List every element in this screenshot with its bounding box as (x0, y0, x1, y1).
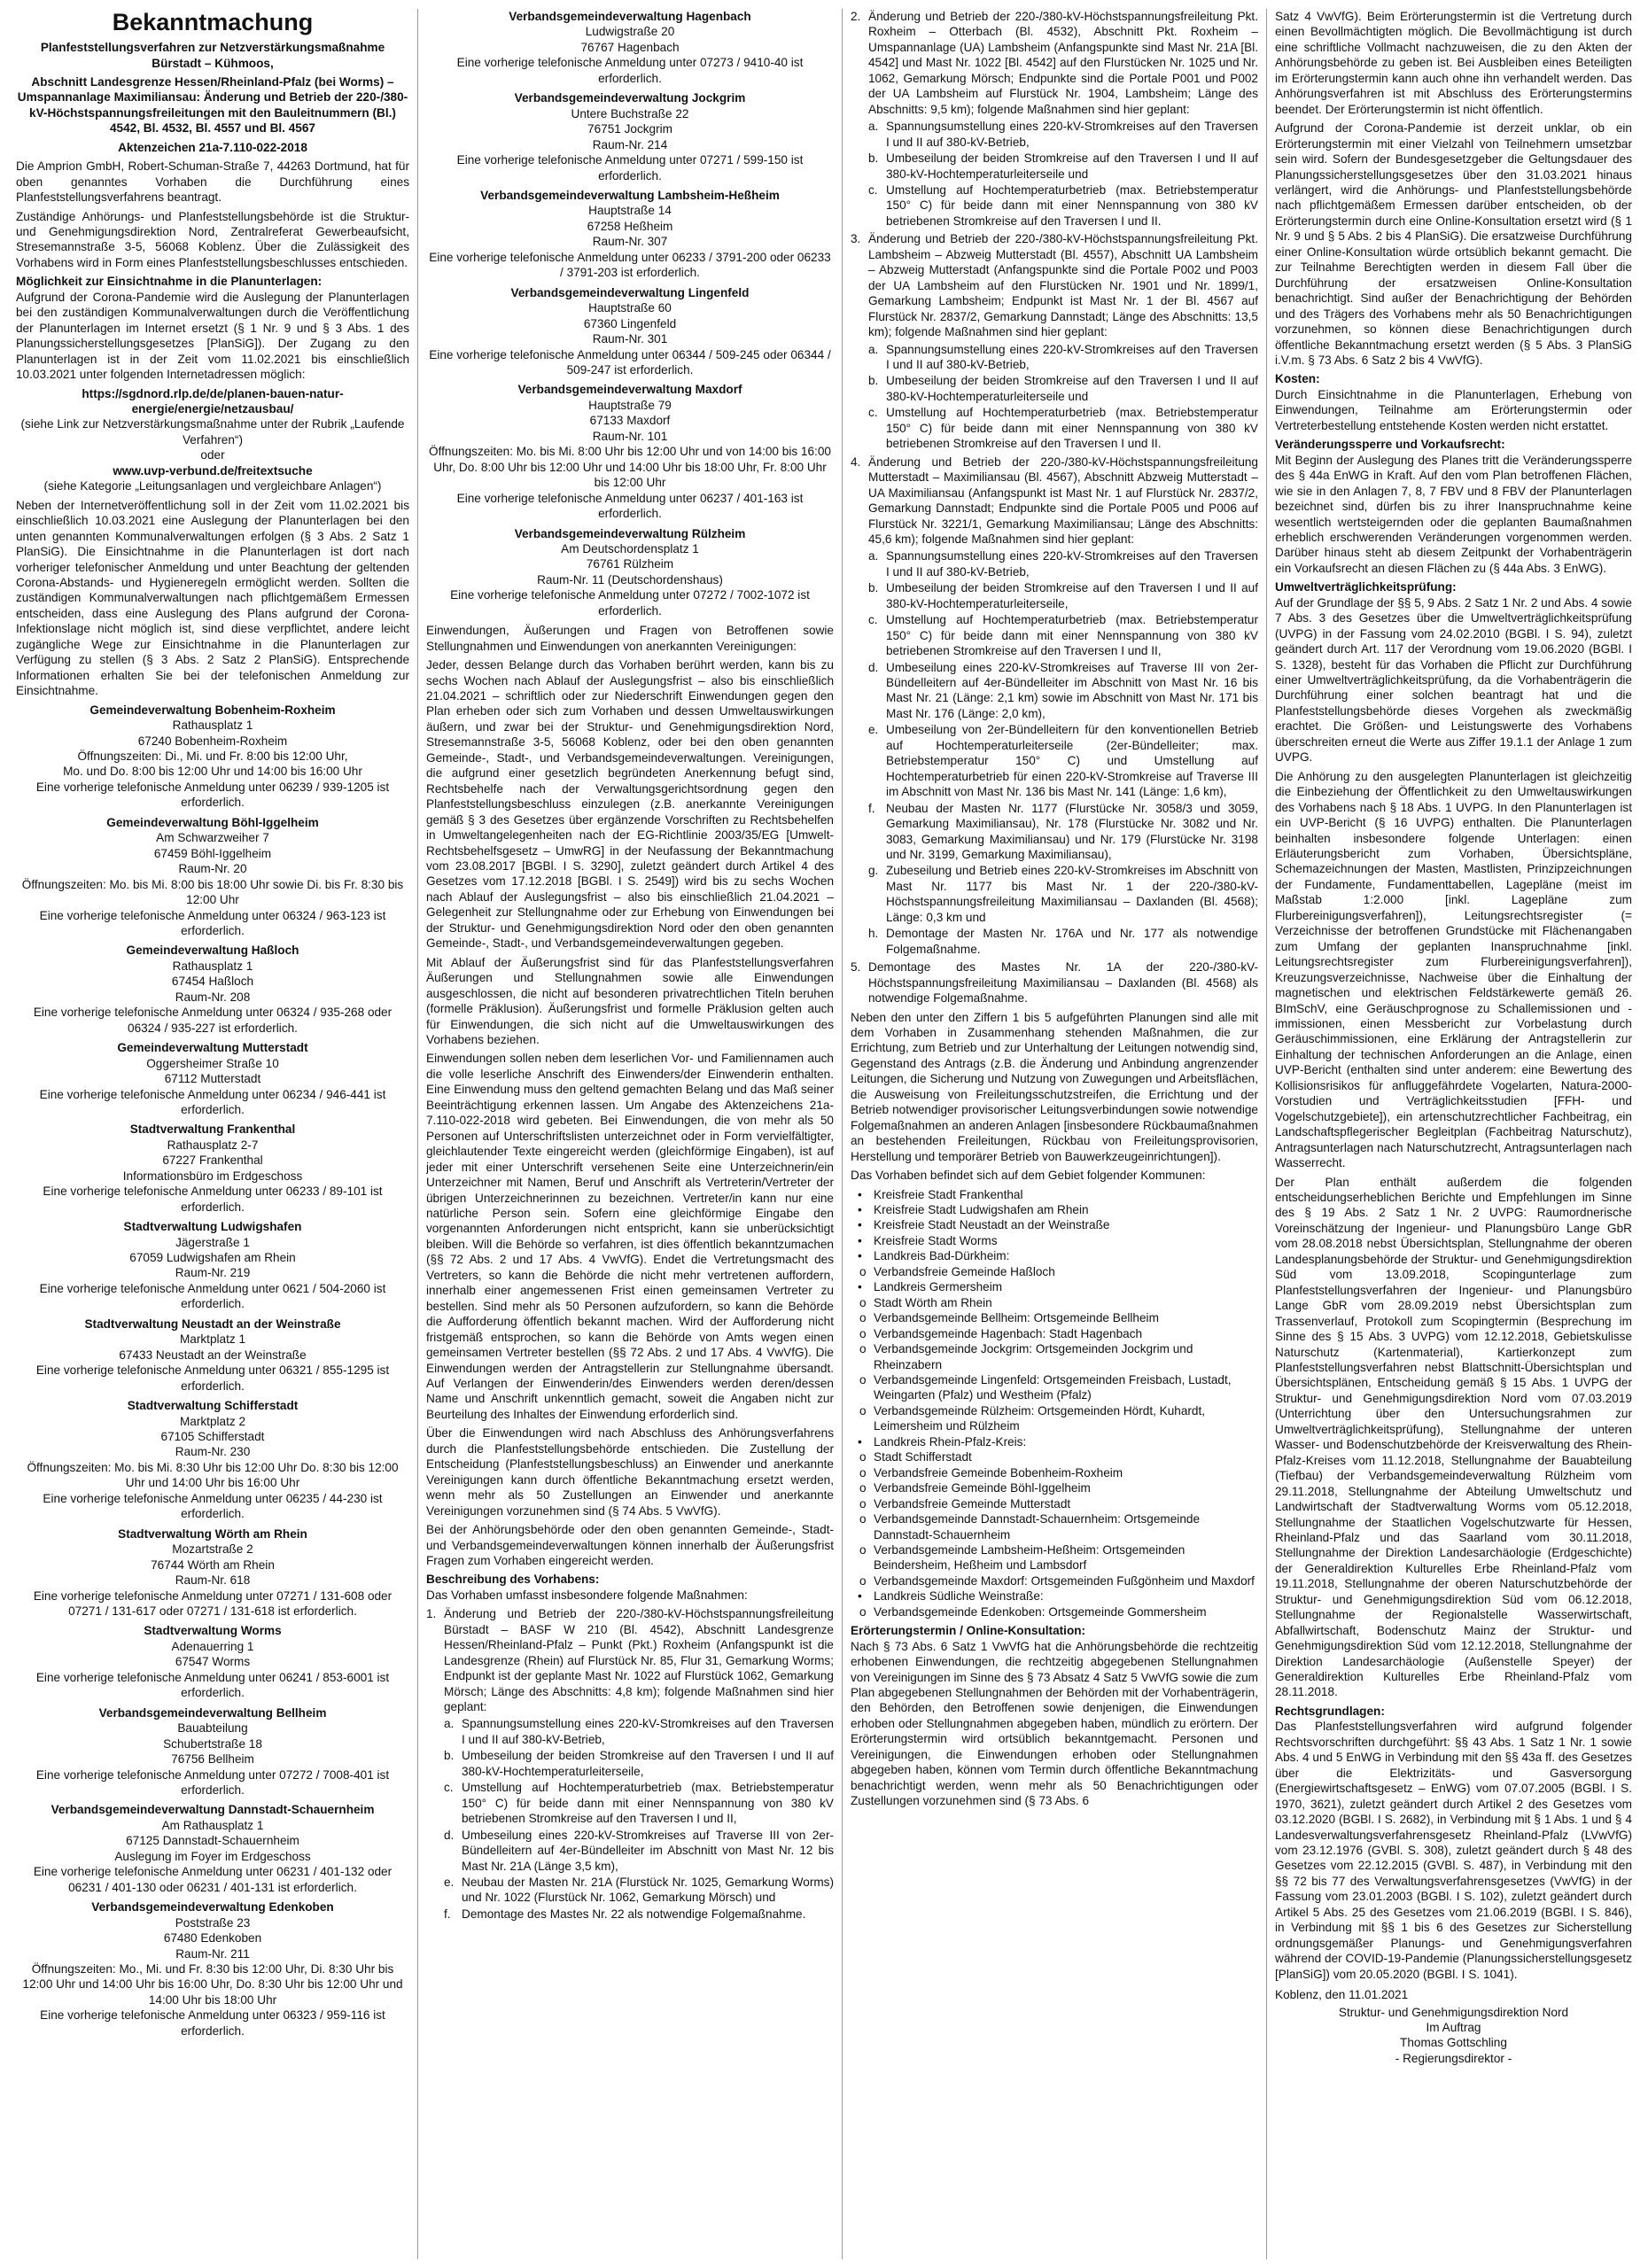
bullet-icon: • (858, 1589, 862, 1604)
office-name: Verbandsgemeindeverwaltung Lambsheim-Heßheim (480, 188, 780, 202)
office-name: Stadtverwaltung Wörth am Rhein (118, 1526, 307, 1541)
office-line: 67125 Dannstadt-Schauernheim (126, 1834, 299, 1848)
office-line: Schubertstraße 18 (163, 1736, 262, 1751)
commune-text: Verbandsfreie Gemeinde Mutterstadt (874, 1496, 1071, 1511)
office-phone: Eine vorherige telefonische Anmeldung unter 07272 / 7002-1072 ist erforderlich. (450, 588, 810, 617)
sub-measure: f. Demontage des Mastes Nr. 22 als notwendige Folgemaßnahme. (444, 1907, 806, 1921)
signature-rank: - Regierungsdirektor - (1395, 2051, 1512, 2065)
office-phone: Eine vorherige telefonische Anmeldung unter 06231 / 401-132 oder 06231 / 401-130 oder 06231 / 401-131 ist erforderlich. (33, 1865, 393, 1894)
bullet-icon: • (858, 1280, 862, 1294)
sub-measure: b. Umbeseilung der beiden Stromkreise auf den Traversen I und II auf 380-kV-Hochtemperaturleiterseile, (444, 1749, 834, 1778)
file-number: Aktenzeichen 21a-7.110-022-2018 (118, 140, 307, 154)
office-line: Adenauerring 1 (171, 1639, 254, 1653)
office-line: Bauabteilung (177, 1721, 248, 1736)
office-line: 67433 Neustadt an der Weinstraße (119, 1348, 307, 1362)
sub-measure-text: Umbeseilung der beiden Stromkreise auf den Traversen I und II auf 380-kV-Hochtemperaturleiterseile, (462, 1749, 834, 1778)
office-block (16, 1398, 409, 1522)
office-name: Verbandsgemeindeverwaltung Dannstadt-Schauernheim (51, 1803, 375, 1817)
office-name: Verbandsgemeindeverwaltung Rülzheim (514, 526, 746, 540)
office-block (426, 188, 834, 281)
sub-measure-text: Umbeseilung der beiden Stromkreise auf den Traversen I und II auf 380-kV-Hochtemperaturleiterseile, (886, 581, 1258, 610)
sub-measure-text: Umbeseilung eines 220-kV-Stromkreises auf Traverse III von 2er-Bündelleitern auf 4er-Bündelleiter im Abschnitt von Mast Nr. 16 bis Mast Nr. 21 (Länge: 2,1 km) sowie im Abschnitt von Mast Nr. 171 bis Mast Nr. 176 (Länge: 2,0 km), (886, 660, 1258, 720)
office-block (16, 1219, 409, 1312)
url-link-2[interactable]: www.uvp-verbund.de/freitextsuche (113, 463, 313, 478)
measure-text: Änderung und Betrieb der 220-/380-kV-Höchstspannungsfreileitung Bürstadt – BASF W 210 (Bl. 4542), Abschnitt Landesgrenze Hessen/Rheinland-Pfalz – Punkt (Pkt.) Roxheim (Anfangspunkt ist die Landesgrenze (Rhein) auf Flurstück Nr. 85, Flur 31, Gemarkung Worms; Endpunkt ist der geplante Mast Nr. 1022 auf Flurstück 1062, Gemarkung Mörsch; Länge des Abschnitts: 4,8 km); folgende Maßnahmen sind hier geplant: (444, 1607, 834, 1714)
office-line: 67480 Edenkoben (163, 1931, 262, 1946)
office-name: Stadtverwaltung Ludwigshafen (123, 1220, 302, 1234)
commune-text: Kreisfreie Stadt Ludwigshafen am Rhein (874, 1202, 1089, 1216)
office-line: Auslegung im Foyer im Erdgeschoss (114, 1849, 311, 1863)
circle-bullet-icon: o (859, 1512, 867, 1526)
costs-paragraph: Durch Einsichtnahme in die Planunterlagen, Erhebung von Einwendungen, Teilnahme am Erörterungstermin oder Vertreterbestellung entstehende Kosten werden nicht erstattet. (1275, 387, 1632, 432)
office-line: Öffnungszeiten: Mo. bis Mi. 8:00 bis 18:00 Uhr sowie Di. bis Fr. 8:30 bis 12:00 Uhr (21, 877, 404, 907)
circle-bullet-icon: o (859, 1264, 867, 1278)
office-name: Stadtverwaltung Frankenthal (129, 1122, 296, 1137)
sub-measure: d. Umbeseilung eines 220-kV-Stromkreises auf Traverse III von 2er-Bündelleitern auf 4er-Bündelleiter im Abschnitt von Mast Nr. 12 bis Mast Nr. 21A (Länge 3,5 km), (444, 1828, 834, 1873)
office-line: Raum-Nr. 20 (178, 862, 247, 876)
authority-paragraph: Zuständige Anhörungs- und Planfeststellungsbehörde ist die Struktur- und Genehmigungsdirektion Nord, Zentralreferat Gewerbeaufsicht, Stresemannstraße 3-5, 56068 Koblenz. Über die Zulässigkeit des Vorhabens wird in Form eines Planfeststellungsbeschlusses entschieden. (16, 209, 409, 269)
announcement-page (16, 9, 1632, 2259)
project-title: Abschnitt Landesgrenze Hessen/Rheinland-Pfalz (bei Worms) – Umspannanlage Maximiliansau: Änderung und Betrieb der 220-/380-kV-Höchstspannungsfreileitungen mit den Bauleitnummern (Bl.) 4542, Bl. 4532, Bl. 4557 und Bl. 4567 (17, 74, 408, 136)
corona-paragraph: Aufgrund der Corona-Pandemie ist derzeit unklar, ob ein Erörterungstermin mit einer Vielzahl von Teilnehmern umsetzbar sein wird. Sofern der Bundesgesetzgeber die Geltungsdauer des Planungssicherstellungsgesetzes über den 31.03.2021 hinaus verlängert, wird die Anhörungs- und Planfeststellungsbehörde nach pflichtgemäßem Ermessen darüber entscheiden, ob der Erörterungstermin durch eine Online-Konsultation ersetzt wird (§ 1 Nr. 9 und § 5 Abs. 2 bis 4 PlanSiG). Die ersatzweise Durchführung einer Online-Konsultation würde ortsüblich bekannt gemacht. Die zur Teilnahme Berechtigten werden in diesem Fall über die Durchführung der ersatzweisen Online-Konsultation benachrichtigt. Sind außer der Benachrichtigung der Behörden und des Trägers des Vorhabens mehr als 50 Benachrichtigungen vorzunehmen, so können diese Benachrichtigungen durch öffentliche Bekanntmachung ersetzt werden (§ 5 Abs. 3 PlanSiG i.V.m. § 73 Abs. 6 Satz 2 bis 4 VwVfG). (1275, 121, 1632, 367)
office-line: Am Schwarzweiher 7 (156, 831, 269, 845)
office-block (16, 1122, 409, 1215)
page-title: Bekanntmachung (112, 9, 314, 35)
or-word: oder (200, 448, 225, 462)
office-name: Gemeindeverwaltung Mutterstadt (117, 1041, 308, 1055)
commune-sub-item (851, 1326, 1258, 1341)
sub-measure-text: Zubeseilung und Betrieb eines 220-kV-Stromkreises im Abschnitt von Mast Nr. 1177 bis Mast Nr. 1 der 220-/380-kV-Höchstspannungsfreileitung Maximiliansau – Daxlanden (Bl. 4568); Länge: 0,3 km und (886, 864, 1258, 924)
office-phone: Eine vorherige telefonische Anmeldung unter 06344 / 509-245 oder 06344 / 509-247 ist erforderlich. (429, 347, 831, 377)
office-name: Verbandsgemeindeverwaltung Bellheim (98, 1705, 327, 1720)
office-phone: Eine vorherige telefonische Anmeldung unter 06324 / 935-268 oder 06324 / 935-227 ist erforderlich. (33, 1006, 393, 1035)
hearing-paragraph-continued: Satz 4 VwVfG). Beim Erörterungstermin ist die Vertretung durch einen Bevollmächtigten möglich. Die Bevollmächtigung ist durch eine schriftliche Vollmacht nachzuweisen, die zu den Akten der Anhörungsbehörde zu geben ist. Bei Ausbleiben eines Beteiligten im Erörterungstermin kann auch ohne ihn verhandelt werden. Das Anhörungsverfahren ist mit Abschluss des Erörterungstermins beendet. Der Erörterungstermin ist nicht öffentlich. (1275, 10, 1632, 116)
office-phone: Eine vorherige telefonische Anmeldung unter 06324 / 963-123 ist erforderlich. (39, 908, 386, 937)
commune-sub-item (851, 1573, 1258, 1588)
sub-measure: e. Umbeseilung von 2er-Bündelleitern für den konventionellen Betrieb auf Hochtemperaturleiterseile (2er-Bündelleiter; max. Betriebstemperatur 150° C) und Umstellung auf Hochtemperaturbetrieb für einen 220-kV-Stromkreise auf Traverse III im Abschnitt von Mast Nr. 136 bis Mast Nr. 141 (Länge: 1,6 km), (868, 723, 1258, 799)
office-line: Marktplatz 2 (179, 1414, 246, 1428)
commune-item (851, 1434, 1258, 1449)
bullet-icon: • (858, 1434, 862, 1449)
circle-bullet-icon: o (859, 1403, 867, 1418)
office-line: 67105 Schifferstadt (160, 1430, 265, 1444)
circle-bullet-icon: o (859, 1342, 867, 1356)
office-block (16, 703, 409, 811)
signature-authority: Struktur- und Genehmigungsdirektion Nord (1338, 2005, 1569, 2019)
office-block (16, 1623, 409, 1700)
commune-text: Verbandsgemeinde Edenkoben: Ortsgemeinde Gommersheim (874, 1604, 1207, 1619)
office-block (16, 815, 409, 939)
communes-list (851, 1187, 1258, 1620)
sub-measure: h. Demontage der Masten Nr. 176A und Nr. 177 als notwendige Folgemaßnahme. (868, 927, 1258, 956)
office-line: Am Rathausplatz 1 (161, 1818, 264, 1832)
signature-date: Koblenz, den 11.01.2021 (1275, 1988, 1409, 2002)
commune-text: Verbandsgemeinde Rülzheim: Ortsgemeinden Hördt, Kuhardt, Leimersheim und Rülzheim (874, 1403, 1206, 1433)
description-intro: Das Vorhaben umfasst insbesondere folgende Maßnahmen: (426, 1588, 748, 1602)
commune-item (851, 1217, 1258, 1232)
office-line: Raum-Nr. 618 (175, 1573, 251, 1588)
commune-text: Verbandsfreie Gemeinde Bobenheim-Roxheim (874, 1465, 1123, 1480)
commune-sub-item (851, 1542, 1258, 1573)
circle-bullet-icon: o (859, 1326, 867, 1340)
office-line: Öffnungszeiten: Mo. bis Mi. 8:00 Uhr bis 12:00 Uhr und von 14:00 bis 16:00 Uhr, Do. 8:00 Uhr bis 12:00 Uhr und 14:00 Uhr bis 18:00 Uhr, Fr. 8:00 Uhr bis 12:00 Uhr (429, 445, 831, 490)
commune-sub-item (851, 1511, 1258, 1542)
commune-text: Stadt Schifferstadt (874, 1450, 972, 1464)
circle-bullet-icon: o (859, 1604, 867, 1619)
commune-text: Verbandsfreie Gemeinde Böhl-Iggelheim (874, 1481, 1091, 1495)
costs-heading: Kosten: (1275, 372, 1320, 386)
objection-intro: Einwendungen, Äußerungen und Fragen von Betroffenen sowie Stellungnahmen und Einwendungen von anerkannten Vereinigungen: (426, 624, 834, 653)
commune-sub-item (851, 1295, 1258, 1310)
commune-text: Kreisfreie Stadt Neustadt an der Weinstraße (874, 1218, 1110, 1232)
sub-measure-text: Spannungsumstellung eines 220-kV-Stromkreises auf den Traversen I und II auf 380-kV-Betrieb, (886, 549, 1258, 579)
questions-paragraph: Bei der Anhörungsbehörde oder den oben genannten Gemeinde-, Stadt- und Verbandsgemeindeverwaltungen können innerhalb der Äußerungsfrist Fragen zum Vorhaben eingereicht werden. (426, 1523, 834, 1567)
sub-measure: a. Spannungsumstellung eines 220-kV-Stromkreises auf den Traversen I und II auf 380-kV-Betrieb, (868, 549, 1258, 579)
sub-measure-text: Spannungsumstellung eines 220-kV-Stromkreises auf den Traversen I und II auf 380-kV-Betrieb, (886, 120, 1258, 149)
commune-sub-item (851, 1403, 1258, 1434)
sub-measure: d. Umbeseilung eines 220-kV-Stromkreises auf Traverse III von 2er-Bündelleitern auf 4er-Bündelleiter im Abschnitt von Mast Nr. 16 bis Mast Nr. 21 (Länge: 2,1 km) sowie im Abschnitt von Mast Nr. 171 bis Mast Nr. 176 (Länge: 2,0 km), (868, 660, 1258, 720)
commune-text: Landkreis Germersheim (874, 1280, 1003, 1294)
office-name: Verbandsgemeindeverwaltung Hagenbach (509, 10, 751, 23)
sub-measure: c. Umstellung auf Hochtemperaturbetrieb (max. Betriebstemperatur 150° C) für beide dann mit einer Nennspannung von 380 kV betriebenen Stromkreise auf den Traversen I und II, (868, 613, 1258, 658)
sub-measure-text: Umstellung auf Hochtemperaturbetrieb (max. Betriebstemperatur 150° C) für beide dann mit einer Nennspannung von 380 kV betriebenen Stromkreise auf den Traversen I und II, (886, 613, 1258, 658)
bullet-icon: • (858, 1218, 862, 1232)
communes-intro: Das Vorhaben befindet sich auf dem Gebiet folgender Kommunen: (851, 1169, 1206, 1183)
sub-measure-text: Umstellung auf Hochtemperaturbetrieb (max. Betriebstemperatur 150° C) für beide dann mit einer Nennspannung von 380 kV betriebenen Stromkreise auf den Traversen I und II. (886, 406, 1258, 451)
url-note-1: (siehe Link zur Netzverstärkungsmaßnahme unter der Rubrik „Laufende Verfahren“) (20, 417, 405, 447)
commune-sub-item (851, 1480, 1258, 1495)
office-line: Hauptstraße 60 (588, 301, 672, 315)
objection-form-paragraph: Einwendungen sollen neben dem leserlichen Vor- und Familiennamen auch die volle leserliche Anschrift des Einwenders/der Einwenderin enthalten. Eine Einwendung muss den geltend gemachten Belang und das Maß seiner Beeinträchtigung erkennen lassen. Um Angabe des Aktenzeichens 21a-7.110-022-2018 wird gebeten. Bei Einwendungen, die von mehr als 50 Personen auf Unterschriftslisten unterzeichnet oder in Form vervielfältigter, gleichlautender Texte eingereicht werden (gleichförmige Eingaben), ist auf jeder mit einer Unterschrift versehenen Seite eine Unterzeichnerin/ein Unterzeichner mit Namen, Beruf und Anschrift als Vertreterin/Vertreter der übrigen Unterzeichnerinnen zu bezeichnen. Vertreter/in kann nur eine natürliche Person sein. Sofern eine gleichförmige Eingabe den vorgenannten Anforderungen nicht entspricht, kann sie unberücksichtigt bleiben. Will die Behörde so verfahren, ist dies öffentlich bekanntzumachen (§§ 72 Abs. 2 und 17 Abs. 4 VwVfG). Endet die Vertretungsmacht des Vertreters, so kann die Behörde die nicht mehr vertretenen auffordern, innerhalb einer angemessenen Frist einen gemeinsamen Vertreter zu bestellen. Sind mehr als 50 Personen aufzufordern, so kann die Behörde die Aufforderung öffentlich bekannt machen. Wird der Aufforderung nicht fristgemäß entsprochen, so kann die Behörde von Amts wegen einen gemeinsamen Vertreter bestellen (§§ 72 Abs. 2 und 17 Abs. 4 VwVfG). Die Einwendungen werden der Antragstellerin zur Stellungnahme übersandt. Auf Verlangen der Einwenderin/des Einwenders werden deren/dessen Name und Anschrift unkenntlich gemacht, soweit die Angaben nicht zur Beurteilung des Inhaltes der Einwendung erforderlich sind. (426, 1052, 834, 1421)
measures-list-continued (851, 9, 1258, 1006)
office-line: 67059 Ludwigshafen am Rhein (129, 1251, 296, 1265)
objection-paragraph: Jeder, dessen Belange durch das Vorhaben berührt werden, kann bis zu sechs Wochen nach Ablauf der Auslegungsfrist – also bis einschließlich 21.04.2021 – schriftlich oder zur Niederschrift Einwendungen gegen den Plan erheben oder sich zum Vorhaben und dessen Umweltauswirkungen äußern, und zwar bei der Struktur- und Genehmigungsdirektion Nord, Stresemannstraße 3-5, 56068 Koblenz, oder bei den oben genannten Gemeinde-, Stadt-, und Verbandsgemeindeverwaltungen. Vereinigungen, die aufgrund einer gesetzlich begründeten Anerkennung befugt sind, Rechtsbehelfe nach der Verwaltungsgerichtsordnung gegen den Planfeststellungsbeschluss einzulegen (z.B. anerkannte Vereinigungen gemäß § 3 des Gesetzes über ergänzende Vorschriften zu Rechtsbehelfen in Umweltangelegenheiten nach der EG-Richtlinie 2003/35/EG [Umwelt-Rechtsbehelfsgesetz – UmwRG] in der Neufassung der Bekanntmachung vom 23.08.2017 [BGBl. I S. 3290], zuletzt geändert durch Artikel 4 des Gesetzes vom 17.12.2018 [BGBl. I S. 2549]) wird bis zu sechs Wochen nach Ablauf der Auslegungsfrist – also bis einschließlich 21.04.2021 – Gelegenheit zur Stellungnahme oder zur Erhebung von Einwendungen bei der Struktur- und Genehmigungsdirektion Nord oder den oben genannten Gemeinde-, Stadt-, und Verbandsgemeindeverwaltungen gegeben. (426, 658, 834, 951)
office-line: Untere Buchstraße 22 (571, 106, 689, 120)
office-line: Oggersheimer Straße 10 (146, 1056, 279, 1070)
decision-paragraph: Über die Einwendungen wird nach Abschluss des Anhörungsverfahrens durch die Planfeststellungsbehörde entschieden. Die Zustellung der Entscheidung (Planfeststellungsbeschluss) an Einwender und anerkannte Vereinigungen kann durch öffentliche Bekanntmachung ersetzt werden, wenn mehr als 50 Zustellungen an Einwender und anerkannte Vereinigungen vorzunehmen sind (§ 74 Abs. 5 VwVfG). (426, 1426, 834, 1518)
office-block (426, 285, 834, 378)
commune-item (851, 1187, 1258, 1202)
office-block (16, 1526, 409, 1619)
column-1 (16, 9, 409, 2259)
measure-item: 4. Änderung und Betrieb der 220-/380-kV-Höchstspannungsfreileitung Mutterstadt – Maximiliansau (Bl. 4567), Abschnitt Abzweig Mutterstadt – UA Maximiliansau (Anfangspunkt ist Mast Nr. 1 auf Flurstück Nr. 2837/2, Gemarkung Dannstadt; Endpunkte sind die Portale P005 und P006 auf Flurstück Nr. 3221/1, Gemarkung Maximiliansau; Länge des Abschnitts: 45,6 km); folgende Maßnahmen sind hier geplant: a. Spannungsumstellung eines 220-kV-Stromkreises auf den Traversen I und II auf 380-kV-Betrieb, b. Umbeseilung der beiden Stromkreise auf den Traversen I und II auf 380-kV-Hochtemperaturleiterseile, c. Umstellung auf Hochtemperaturbetrieb (max. Betriebstemperatur 150° C) für beide dann mit einer Nennspannung von 380 kV betriebenen Stromkreise auf den Traversen I und II, d. Umbeseilung eines 220-kV-Stromkreises auf Traverse III von 2er-Bündelleitern auf 4er-Bündelleiter im Abschnitt von Mast Nr. 16 bis Mast Nr. 21 (Länge: 2,1 km) sowie im Abschnitt von Mast Nr. 171 bis Mast Nr. 176 (Länge: 2,0 km), e. Umbeseilung von 2er-Bündelleitern für den konventionellen Betrieb auf Hochtemperaturleiterseile (2er-Bündelleiter; max. Betriebstemperatur 150° C) und Umstellung auf Hochtemperaturbetrieb für einen 220-kV-Stromkreise auf Traverse III im Abschnitt von Mast Nr. 136 bis Mast Nr. 141 (Länge: 1,6 km), f. Neubau der Masten Nr. 1177 (Flurstücke Nr. 3058/3 und 3059, Gemarkung Maximiliansau), Nr. 178 (Flurstücke Nr. 3082 und Nr. 3083, Gemarkung Maximiliansau) und Nr. 179 (Flurstücke Nr. 3198 und Nr. 3199, Gemarkung Maximiliansau), g. Zubeseilung und Betrieb eines 220-kV-Stromkreises im Abschnitt von Mast Nr. 1177 bis Mast Nr. 1 der 220-/380-kV-Höchstspannungsfreileitung Maximiliansau – Daxlanden (Bl. 4568); Länge: 0,3 km und h. Demontage der Masten Nr. 176A und Nr. 177 als notwendige Folgemaßnahme. (851, 454, 1258, 956)
office-name: Stadtverwaltung Neustadt an der Weinstraße (84, 1317, 341, 1331)
sub-measure-text: Umbeseilung von 2er-Bündelleitern für den konventionellen Betrieb auf Hochtemperaturleiterseile (2er-Bündelleiter; max. Betriebstemperatur 150° C) und Umstellung auf Hochtemperaturbetrieb für einen 220-kV-Stromkreise auf Traverse III im Abschnitt von Mast Nr. 136 bis Mast Nr. 141 (Länge: 1,6 km), (886, 723, 1258, 799)
sub-measures-list (868, 119, 1258, 229)
office-line: Marktplatz 1 (179, 1332, 246, 1347)
freeze-heading: Veränderungssperre und Vorkaufsrecht: (1275, 438, 1505, 452)
circle-bullet-icon: o (859, 1450, 867, 1464)
office-phone: Eine vorherige telefonische Anmeldung unter 06321 / 855-1295 ist erforderlich. (35, 1363, 390, 1393)
sub-measure-text: Spannungsumstellung eines 220-kV-Stromkreises auf den Traversen I und II auf 380-kV-Betrieb, (886, 342, 1258, 371)
office-phone: Eine vorherige telefonische Anmeldung unter 07272 / 7008-401 ist erforderlich. (35, 1767, 390, 1797)
sub-measure-text: Neubau der Masten Nr. 21A (Flurstück Nr. 1025, Gemarkung Worms) und Nr. 1022 (Flurstück Nr. 1062, Gemarkung Mörsch) und (462, 1876, 834, 1905)
commune-sub-item (851, 1449, 1258, 1464)
office-line: 67454 Haßloch (171, 975, 254, 989)
sub-measure: b. Umbeseilung der beiden Stromkreise auf den Traversen I und II auf 380-kV-Hochtemperaturleiterseile, (868, 581, 1258, 610)
sub-measure-text: Umbeseilung eines 220-kV-Stromkreises auf Traverse III von 2er-Bündelleitern auf 4er-Bündelleiter im Abschnitt von Mast Nr. 12 bis Mast Nr. 21A (Länge 3,5 km), (462, 1828, 834, 1873)
column-3 (851, 9, 1258, 2259)
url-note-2: (siehe Kategorie „Leitungsanlagen und vergleichbare Anlagen“) (43, 479, 382, 493)
office-phone: Eine vorherige telefonische Anmeldung unter 06235 / 44-230 ist erforderlich. (43, 1491, 383, 1521)
sub-measure: e. Neubau der Masten Nr. 21A (Flurstück Nr. 1025, Gemarkung Worms) und Nr. 1022 (Flurstück Nr. 1062, Gemarkung Mörsch) und (444, 1876, 834, 1905)
commune-text: Verbandsgemeinde Hagenbach: Stadt Hagenbach (874, 1326, 1143, 1340)
office-phone: Eine vorherige telefonische Anmeldung unter 0621 / 504-2060 ist erforderlich. (39, 1281, 386, 1311)
office-name: Gemeindeverwaltung Bobenheim-Roxheim (89, 703, 336, 717)
intro-paragraph: Die Amprion GmbH, Robert-Schuman-Straße 7, 44263 Dortmund, hat für oben genanntes Vorhaben die Durchführung eines Planfeststellungsverfahrens beantragt. (16, 159, 409, 205)
office-name: Gemeindeverwaltung Haßloch (126, 944, 299, 958)
access-paragraph: Aufgrund der Corona-Pandemie wird die Auslegung der Planunterlagen bei den zuständigen Kommunalverwaltungen durch die Veröffentlichung der Planunterlagen im Internet ersetzt (§ 1 Nr. 9 und § 3 Abs. 1 des Planungssicherstellungsgesetzes [PlanSiG]). Der Zugang zu den Planunterlagen ist in der Zeit vom 11.02.2021 bis einschließlich 10.03.2021 unter folgenden Internetadressen möglich: (16, 290, 409, 382)
measure-text: Änderung und Betrieb der 220-/380-kV-Höchstspannungsfreileitung Pkt. Lambsheim – Abzweig Mutterstadt (Bl. 4557), Abschnitt UA Lambsheim – Abzweig Mutterstadt (Anfangspunkte sind die Portale P002 und P003 der UA Lambsheim auf den Flurstücken Nr. 1901 und Nr. 1899/1, Gemarkung Lambsheim; Endpunkt ist Mast Nr. 1 der Bl. 4567 auf Flurstück Nr. 2837/2, Gemarkung Dannstadt; Länge des Abschnitts: 13,5 km); folgende Maßnahmen sind hier geplant: (868, 232, 1258, 339)
sub-measure: c. Umstellung auf Hochtemperaturbetrieb (max. Betriebstemperatur 150° C) für beide dann mit einer Nennspannung von 380 kV betriebenen Stromkreise auf den Traversen I und II, (444, 1781, 834, 1826)
office-line: Mozartstraße 2 (172, 1542, 253, 1557)
commune-item (851, 1248, 1258, 1263)
commune-text: Stadt Wörth am Rhein (874, 1295, 992, 1309)
sub-measures-list (444, 1716, 834, 1922)
preclusion-paragraph: Mit Ablauf der Äußerungsfrist sind für das Planfeststellungsverfahren Äußerungen und Stellungnahmen sowie alle Einwendungen ausgeschlossen, die nicht auf besonderen privatrechtlichen Titeln beruhen (formelle Präklusion). Äußerungsfrist und formelle Präklusion gelten auch für Einwendungen, die sich nicht auf die Umweltauswirkungen des Vorhabens beziehen. (426, 955, 834, 1046)
uvp-documents-paragraph: Die Anhörung zu den ausgelegten Planunterlagen ist gleichzeitig die Einbeziehung der Öffentlichkeit zu den Umweltauswirkungen des Vorhabens nach § 18 Abs. 1 UVPG. In den Planunterlagen ist ein UVP-Bericht (§ 16 UVPG) enthalten. Die Planunterlagen beinhalten insbesondere folgende Unterlagen: einen Erläuterungsbericht zum Vorhaben, Übersichtspläne, Schemazeichnungen der Masten, Mastlisten, Prinzipzeichnungen der Fundamente, Fundamenttabellen, Lagepläne (meist im Maßstab 1:2.000 [inkl. Lagepläne zum Flurbereinigungsverfahren]), Leitungsrechtsregister (= Verzeichnisse der betroffenen Grundstücke mit Flächenangaben zum Umfang der geplanten Inanspruchnahme [inkl. Leitungsrechtsregister zum Flurbereinigungsverfahren]), Kreuzungsverzeichnisse, Nachweise über die Einhaltung der magnetischen und elektrischen Feldstärkewerte gemäß 26. BImSchV, eine Geräuschprognose zu Schallemissionen und -immissionen, einen Messbericht zur Vorbelastung durch Geräuschimmissionen, eine Erklärung der Antragstellerin zur Einhaltung der technischen Anforderungen an die Anlage, einen UVP-Bericht (enthalten sind unter anderem: eine Bewertung des Kollisionsrisikos für anfluggefährdete Vogelarten, Natura-2000-Vorstudien und Verträglichkeitsstudien [FFH- und Vogelschutzgebiete]), ein artenschutzrechtlicher Fachbeitrag, ein Landschaftspflegerischer Begleitplan (Fachbeitrag Naturschutz), Antragsunterlagen nach Naturschutzrecht, Antragsunterlagen nach Wasserrecht. (1275, 769, 1632, 1170)
office-line: 67133 Maxdorf (589, 414, 671, 428)
commune-text: Kreisfreie Stadt Worms (874, 1233, 998, 1247)
office-line: Jägerstraße 1 (175, 1235, 250, 1249)
office-name: Verbandsgemeindeverwaltung Maxdorf (517, 383, 742, 397)
commune-text: Landkreis Südliche Weinstraße: (874, 1589, 1044, 1604)
office-line: Hauptstraße 14 (588, 204, 672, 218)
commune-text: Verbandsgemeinde Lingenfeld: Ortsgemeinden Freisbach, Lustadt, Weingarten (Pfalz) und Westheim (Pfalz) (874, 1372, 1232, 1402)
bullet-icon: • (858, 1233, 862, 1247)
office-block (16, 1899, 409, 2039)
uvp-paragraph: Auf der Grundlage der §§ 5, 9 Abs. 2 Satz 1 Nr. 2 und Abs. 4 sowie 7 Abs. 3 des Gesetzes über die Umweltverträglichkeitsprüfung (UVPG) in der Fassung vom 24.02.2010 (BGBl. I S. 94), zuletzt geändert durch Art. 117 der Verordnung vom 19.06.2020 (BGBl. I S. 1328), besteht für das Vorhaben die Pflicht zur Durchführung einer Umweltverträglichkeitsprüfung, da die Vorhabenträgerin die Durchführung einer solchen beantragt hat und die Planfeststellungsbehörde dieses Vorgehen als zweckmäßig erachtet. Die Größen- und Leistungswerte des Vorhabens überschreiten erneut die Werte aus Ziffer 19.1.1 der Anlage 1 zum UVPG. (1275, 595, 1632, 765)
office-line: 76751 Jockgrim (587, 122, 672, 136)
office-block (426, 382, 834, 521)
measures-list (426, 1606, 834, 1922)
access-heading: Möglichkeit zur Einsichtnahme in die Planunterlagen: (16, 275, 323, 289)
office-line: Raum-Nr. 219 (175, 1266, 251, 1280)
office-line: Öffnungszeiten: Di., Mi. und Fr. 8:00 bis 12:00 Uhr, (77, 749, 348, 763)
office-line: 67240 Bobenheim-Roxheim (137, 734, 288, 748)
sub-measure-text: Neubau der Masten Nr. 1177 (Flurstücke Nr. 3058/3 und 3059, Gemarkung Maximiliansau), Nr. 178 (Flurstücke Nr. 3082 und Nr. 3083, Gemarkung Maximiliansau) und Nr. 179 (Flurstücke Nr. 3198 und Nr. 3199, Gemarkung Maximiliansau), (886, 801, 1258, 862)
measure-text: Änderung und Betrieb der 220-/380-kV-Höchstspannungsfreileitung Pkt. Roxheim – Otterbach (Bl. 4532), Abschnitt Pkt. Roxheim – Umspannanlage (UA) Lambsheim (Anfangspunkte sind Mast Nr. 21A [Bl. 4542] und Mast Nr. 1022 [Bl. 4542] auf den Flurstücken Nr. 1025 und Nr. 1062, Gemarkung Mörsch; Endpunkte sind die Portale P001 und P002 der UA Lambsheim auf Flurstück Nr. 1904, Lambsheim; Länge des Abschnitts: 9,5 km); folgende Maßnahmen sind hier geplant: (868, 10, 1258, 116)
bullet-icon: • (858, 1249, 862, 1263)
office-line: Rathausplatz 2-7 (167, 1138, 259, 1152)
sub-measure-text: Umbeseilung der beiden Stromkreise auf den Traversen I und II auf 380-kV-Hochtemperaturleiterseile und (886, 374, 1258, 403)
office-phone: Eine vorherige telefonische Anmeldung unter 06239 / 939-1205 ist erforderlich. (35, 780, 390, 810)
office-block (426, 526, 834, 619)
measure-item: 2. Änderung und Betrieb der 220-/380-kV-Höchstspannungsfreileitung Pkt. Roxheim – Otterbach (Bl. 4532), Abschnitt Pkt. Roxheim – Umspannanlage (UA) Lambsheim (Anfangspunkte sind Mast Nr. 21A [Bl. 4542] und Mast Nr. 1022 [Bl. 4542] auf den Flurstücken Nr. 1025 und Nr. 1062, Gemarkung Mörsch; Endpunkte sind die Portale P001 und P002 der UA Lambsheim auf Flurstück Nr. 1904, Lambsheim; Länge des Abschnitts: 9,5 km); folgende Maßnahmen sind hier geplant: a. Spannungsumstellung eines 220-kV-Stromkreises auf den Traversen I und II auf 380-kV-Betrieb, b. Umbeseilung der beiden Stromkreise auf den Traversen I und II auf 380-kV-Hochtemperaturleiterseile und c. Umstellung auf Hochtemperaturbetrieb (max. Betriebstemperatur 150° C) für beide dann mit einer Nennspannung von 380 kV betriebenen Stromkreise auf den Traversen I und II. (851, 10, 1258, 228)
office-block (16, 1317, 409, 1394)
office-line: Raum-Nr. 208 (175, 990, 251, 1004)
office-line: Raum-Nr. 101 (592, 429, 668, 443)
office-line: 67547 Worms (175, 1655, 251, 1669)
circle-bullet-icon: o (859, 1573, 867, 1588)
commune-sub-item (851, 1372, 1258, 1403)
office-block (16, 1040, 409, 1117)
office-block (426, 90, 834, 183)
commune-text: Landkreis Rhein-Pfalz-Kreis: (874, 1434, 1027, 1449)
sub-measure: a. Spannungsumstellung eines 220-kV-Stromkreises auf den Traversen I und II auf 380-kV-Betrieb, (444, 1717, 834, 1746)
office-line: Informationsbüro im Erdgeschoss (122, 1169, 303, 1183)
office-line: Raum-Nr. 307 (592, 235, 668, 249)
office-line: 67459 Böhl-Iggelheim (153, 846, 272, 860)
office-line: 67360 Lingenfeld (583, 316, 677, 330)
circle-bullet-icon: o (859, 1372, 867, 1386)
signature-on-behalf: Im Auftrag (1426, 2021, 1481, 2034)
measure-text: Änderung und Betrieb der 220-/380-kV-Höchstspannungsfreileitung Mutterstadt – Maximiliansau (Bl. 4567), Abschnitt Abzweig Mutterstadt – UA Maximiliansau (Anfangspunkt ist Mast Nr. 1 auf Flurstück Nr. 2837/2, Gemarkung Dannstadt; Endpunkte sind die Portale P005 und P006 auf Flurstück Nr. 3221/1, Gemarkung Maximiliansau; Länge des Abschnitts: 45,6 km); folgende Maßnahmen sind hier geplant: (868, 454, 1258, 546)
office-block (16, 1705, 409, 1798)
sub-measure-text: Demontage des Mastes Nr. 22 als notwendige Folgemaßnahme. (462, 1907, 806, 1921)
circle-bullet-icon: o (859, 1311, 867, 1325)
office-phone: Eine vorherige telefonische Anmeldung unter 06323 / 959-116 ist erforderlich. (40, 2008, 385, 2038)
sub-measure: b. Umbeseilung der beiden Stromkreise auf den Traversen I und II auf 380-kV-Hochtemperaturleiterseile und (868, 151, 1258, 181)
commune-text: Verbandsfreie Gemeinde Haßloch (874, 1264, 1055, 1278)
office-phone: Eine vorherige telefonische Anmeldung unter 06241 / 853-6001 ist erforderlich. (35, 1670, 390, 1700)
hearing-paragraph: Nach § 73 Abs. 6 Satz 1 VwVfG hat die Anhörungsbehörde die rechtzeitig erhobenen Einwendungen, die rechtzeitig abgegebenen Stellungnahmen von Vereinigungen im Sinne des § 73 Absatz 4 Satz 5 VwVfG sowie die zum Plan abgegebenen Stellungnahmen der Behörden mit der Vorhabenträgerin, den Behörden, den Betroffenen sowie denjenigen, die Einwendungen erhoben oder Stellungnahmen abgegeben haben, mündlich zu erörtern. Der Erörterungstermin wird ortsüblich bekanntgemacht. Personen und Vereinigungen, die Einwendungen erhoben oder Stellungnahmen abgegeben haben, können vom Termin durch öffentliche Bekanntmachung benachrichtigt werden, wenn mehr als 50 Benachrichtigungen oder Zustellungen vorzunehmen sind (§ 73 Abs. 6 (851, 1639, 1258, 1808)
commune-text: Kreisfreie Stadt Frankenthal (874, 1187, 1023, 1201)
measure-text: Demontage des Mastes Nr. 1A der 220-/380-kV-Höchstspannungsfreileitung Maximiliansau – Daxlanden (Bl. 4568) als notwendige Folgemaßnahme. (868, 960, 1258, 1006)
office-line: 67258 Heßheim (587, 219, 673, 233)
office-phone: Eine vorherige telefonische Anmeldung unter 06233 / 3791-200 oder 06233 / 3791-203 ist erforderlich. (429, 250, 831, 280)
sub-measures-list (868, 548, 1258, 957)
office-line: Rathausplatz 1 (172, 959, 253, 973)
measure-item: 3. Änderung und Betrieb der 220-/380-kV-Höchstspannungsfreileitung Pkt. Lambsheim – Abzweig Mutterstadt (Bl. 4557), Abschnitt UA Lambsheim – Abzweig Mutterstadt (Anfangspunkte sind die Portale P002 und P003 der UA Lambsheim auf den Flurstücken Nr. 1901 und Nr. 1899/1, Gemarkung Lambsheim; Endpunkt ist Mast Nr. 1 der Bl. 4567 auf Flurstück Nr. 2837/2, Gemarkung Dannstadt; Länge des Abschnitts: 13,5 km); folgende Maßnahmen sind hier geplant: a. Spannungsumstellung eines 220-kV-Stromkreises auf den Traversen I und II auf 380-kV-Betrieb, b. Umbeseilung der beiden Stromkreise auf den Traversen I und II auf 380-kV-Hochtemperaturleiterseile und c. Umstellung auf Hochtemperaturbetrieb (max. Betriebstemperatur 150° C) für beide dann mit einer Nennspannung von 380 kV betriebenen Stromkreise auf den Traversen I und II. (851, 232, 1258, 451)
subtitle: Planfeststellungsverfahren zur Netzverstärkungsmaßnahme Bürstadt – Kühmoos, (40, 41, 385, 70)
office-line: Am Deutschordensplatz 1 (561, 541, 699, 555)
office-block (16, 943, 409, 1036)
commune-text: Verbandsgemeinde Lambsheim-Heßheim: Ortsgemeinden Beindersheim, Heßheim und Lambsdorf (874, 1542, 1185, 1573)
office-block (16, 1802, 409, 1895)
legal-heading: Rechtsgrundlagen: (1275, 1704, 1385, 1718)
office-line: 76761 Rülzheim (586, 557, 674, 571)
column-divider (1266, 9, 1267, 2259)
description-heading: Beschreibung des Vorhabens: (426, 1573, 600, 1587)
sub-measure-text: Umbeseilung der beiden Stromkreise auf den Traversen I und II auf 380-kV-Hochtemperaturleiterseile und (886, 151, 1258, 181)
office-line: Raum-Nr. 214 (592, 137, 668, 151)
commune-text: Verbandsgemeinde Jockgrim: Ortsgemeinden Jockgrim und Rheinzabern (874, 1342, 1193, 1371)
sub-measure-text: Umstellung auf Hochtemperaturbetrieb (max. Betriebstemperatur 150° C) für beide dann mit einer Nennspannung von 380 kV betriebenen Stromkreise auf den Traversen I und II, (462, 1781, 834, 1826)
measure-item: 5. Demontage des Mastes Nr. 1A der 220-/380-kV-Höchstspannungsfreileitung Maximiliansau – Daxlanden (Bl. 4568) als notwendige Folgemaßnahme. (851, 960, 1258, 1006)
office-line: 76744 Wörth am Rhein (151, 1557, 275, 1572)
office-name: Verbandsgemeindeverwaltung Jockgrim (514, 91, 746, 105)
sub-measure: b. Umbeseilung der beiden Stromkreise auf den Traversen I und II auf 380-kV-Hochtemperaturleiterseile und (868, 374, 1258, 403)
office-phone: Eine vorherige telefonische Anmeldung unter 06237 / 401-163 ist erforderlich. (456, 491, 804, 521)
uvp-reports-paragraph: Der Plan enthält außerdem die folgenden entscheidungserheblichen Berichte und Empfehlungen im Sinne des § 19 Abs. 2 Satz 1 Nr. 2 UVPG: Raumordnerische Voreinschätzung der Ingenieur- und Planungsbüro Lange GbR vom 28.08.2018 nebst Übersichtsplan, Stellungnahme der oberen Landesplanungsbehörde der Struktur- und Genehmigungsdirektion Süd vom 13.09.2018, Scopingunterlage zum Planfeststellungsverfahren der Ingenieur- und Planungsbüro Lange GbR vom 28.09.2019 nebst Übersichtsplan zum Trassenverlauf, Protokoll zum Scopingtermin (Besprechung im Sinne des § 15 Abs. 3 UVPG) vom 12.12.2018, Gebietskulisse Naturschutz (Kartenmaterial), Kartierkonzept zum Planfeststellungsverfahren nebst Blattschnitt-Übersichtsplan und Übersichtsplänen, Entscheidung gemäß § 15 Abs. 1 UVPG der Struktur- und Genehmigungsdirektion Nord vom 07.03.2019 (Unterrichtung über den Untersuchungsrahmen zur Umweltverträglichkeitsprüfung), Stellungnahme der unteren Wasser- und Bodenschutzbehörde der Kreisverwaltung des Rhein-Pfalz-Kreises vom 11.12.2018, Stellungnahme der Bauabteilung (Tiefbau) der Verbandsgemeindeverwaltung Rülzheim vom 29.11.2018, Stellungnahme der Abteilung Umweltschutz und Landwirtschaft der Stadtverwaltung Worms vom 05.12.2018, Stellungnahme der Staatlichen Vogelschutzwarte für Hessen, Rheinland-Pfalz und das Saarland vom 30.11.2018, Stellungnahme der Direktion Landesarchäologie (Erdgeschichte) der Generaldirektion Kulturelles Erbe Rheinland-Pfalz vom 19.11.2018, Stellungnahme der oberen Naturschutzbehörde der Struktur- und Genehmigungsdirektion Süd vom 06.12.2018, Stellungnahme der Regionalstelle Wasserwirtschaft, Abfallwirtschaft, Bodenschutz Mainz der Struktur- und Genehmigungsdirektion Süd vom 12.12.2018, Stellungnahme der Direktion Landesarchäologie (Außenstelle Speyer) der Generaldirektion Kulturelles Erbe Rheinland-Pfalz vom 28.11.2018. (1275, 1175, 1632, 1699)
circle-bullet-icon: o (859, 1295, 867, 1309)
display-paragraph: Neben der Internetveröffentlichung soll in der Zeit vom 11.02.2021 bis einschließlich 10.03.2021 eine Auslegung der Planunterlagen bei den unten genannten Kommunalverwaltungen erfolgen (§ 3 Abs. 2 Satz 1 PlanSiG). Die Einsichtnahme in die Planunterlagen ist dort nach vorheriger telefonischer Anmeldung und unter Beachtung der geltenden Corona-Abstands- und Hygieneregeln ermöglicht werden. Sollten die zuständigen Kommunalverwaltungen nach pflichtgemäßem Ermessen entscheiden, dass eine Auslegung des Plans aufgrund der Corona-Infektionslage nicht möglich ist, sind diese verpflichtet, andere leicht zugängliche Wege zur Einsichtnahme in die Planunterlagen zur Verfügung zu stellen (§ 3 Abs. 2 Satz 2 PlanSiG). Entsprechende Informationen erhalten Sie bei der telefonischen Anmeldung zur Einsichtnahme. (16, 498, 409, 698)
office-line: Raum-Nr. 211 (175, 1946, 250, 1961)
circle-bullet-icon: o (859, 1542, 867, 1557)
office-name: Verbandsgemeindeverwaltung Edenkoben (91, 1900, 334, 1915)
column-divider (417, 9, 418, 2259)
commune-sub-item (851, 1604, 1258, 1619)
office-line: Hauptstraße 79 (588, 398, 672, 412)
url-link-1a[interactable]: https://sgdnord.rlp.de/de/planen-bauen-natur- (82, 386, 344, 400)
office-line: Raum-Nr. 301 (592, 332, 668, 346)
commune-text: Verbandsgemeinde Maxdorf: Ortsgemeinden Fußgönheim und Maxdorf (874, 1573, 1255, 1588)
office-phone: Eine vorherige telefonische Anmeldung unter 07273 / 9410-40 ist erforderlich. (456, 56, 804, 85)
office-name: Gemeindeverwaltung Böhl-Iggelheim (106, 815, 319, 829)
sub-measure: c. Umstellung auf Hochtemperaturbetrieb (max. Betriebstemperatur 150° C) für beide dann mit einer Nennspannung von 380 kV betriebenen Stromkreise auf den Traversen I und II. (868, 183, 1258, 228)
column-divider (842, 9, 843, 2259)
sub-measure: f. Neubau der Masten Nr. 1177 (Flurstücke Nr. 3058/3 und 3059, Gemarkung Maximiliansau), Nr. 178 (Flurstücke Nr. 3082 und Nr. 3083, Gemarkung Maximiliansau) und Nr. 179 (Flurstücke Nr. 3198 und Nr. 3199, Gemarkung Maximiliansau), (868, 801, 1258, 862)
office-block (426, 9, 834, 86)
circle-bullet-icon: o (859, 1465, 867, 1480)
sub-measure: c. Umstellung auf Hochtemperaturbetrieb (max. Betriebstemperatur 150° C) für beide dann mit einer Nennspannung von 380 kV betriebenen Stromkreise auf den Traversen I und II. (868, 406, 1258, 451)
office-line: Poststraße 23 (175, 1915, 251, 1930)
commune-item (851, 1588, 1258, 1604)
office-line: Mo. und Do. 8:00 bis 12:00 Uhr und 14:00 bis 16:00 Uhr (63, 765, 362, 779)
office-line: 67112 Mutterstadt (164, 1072, 261, 1086)
bullet-icon: • (858, 1202, 862, 1216)
column-4 (1275, 9, 1632, 2259)
commune-sub-item (851, 1310, 1258, 1325)
office-line: Öffnungszeiten: Mo. bis Mi. 8:30 Uhr bis 12:00 Uhr Do. 8:30 bis 12:00 Uhr und 14:00 Uhr bis 16:00 Uhr (27, 1460, 399, 1490)
office-name: Stadtverwaltung Worms (144, 1624, 282, 1638)
commune-item (851, 1279, 1258, 1294)
office-line: 76756 Bellheim (171, 1752, 254, 1767)
sub-measure-text: Demontage der Masten Nr. 176A und Nr. 177 als notwendige Folgemaßnahme. (886, 927, 1258, 956)
commune-sub-item (851, 1496, 1258, 1511)
office-phone: Eine vorherige telefonische Anmeldung unter 07271 / 599-150 ist erforderlich. (456, 153, 804, 183)
office-line: Rathausplatz 1 (172, 718, 253, 733)
circle-bullet-icon: o (859, 1496, 867, 1511)
freeze-paragraph: Mit Beginn der Auslegung des Planes tritt die Veränderungssperre des § 44a EnWG in Kraft. Auf den vom Plan betroffenen Flächen, wie sie in den Anlagen 7, 8, 7 FBV und 8 FBV der Planunterlagen bezeichnet sind, dürfen bis zu ihrer Inanspruchnahme keine wesentlich wertsteigernden oder die geplanten Baumaßnahmen erheblich erschwerenden Veränderungen vorgenommen werden. Darüber hinaus steht ab diesem Zeitpunkt der Vorhabenträgerin ein Vorkaufsrecht an diesen Flächen zu (§ 44a Abs. 3 EnWG). (1275, 453, 1632, 575)
column-2 (426, 9, 834, 2259)
commune-item (851, 1202, 1258, 1217)
bullet-icon: • (858, 1187, 862, 1201)
commune-sub-item (851, 1341, 1258, 1372)
office-phone: Eine vorherige telefonische Anmeldung unter 07271 / 131-608 oder 07271 / 131-617 oder 07271 / 131-618 ist erforderlich. (33, 1588, 393, 1618)
signature-name: Thomas Gottschling (1400, 2036, 1507, 2050)
office-line: Raum-Nr. 11 (Deutschordenshaus) (537, 572, 723, 586)
office-name: Stadtverwaltung Schifferstadt (127, 1399, 299, 1413)
related-measures-paragraph: Neben den unter den Ziffern 1 bis 5 aufgeführten Planungen sind alle mit dem Vorhaben in Zusammenhang stehenden Maßnahmen, die zur Errichtung, zum Betrieb und zur Unterhaltung der Leitungen notwendig sind, Gegenstand des Antrags (z.B. die Änderung und Anbindung angrenzender Leitungen, die Sicherung und Nutzung von Zuwegungen und Arbeitsflächen, die Ausweisung von Freileitungsschutzstreifen, die Errichtung und der Betrieb notwendiger provisorischer Leitungsverbindungen sowie notwendige Folgemaßnahmen an anderen Anlagen [insbesondere Rückbaumaßnahmen an bestehenden Freileitungen, Rückbau von Freileitungsprovisorien, Herstellung und temporärer Betrieb von Bauwerkzeugeinrichtungen]). (851, 1010, 1258, 1163)
office-line: Raum-Nr. 230 (175, 1445, 251, 1459)
commune-sub-item (851, 1465, 1258, 1480)
url-link-1b[interactable]: energie/energie/netzausbau/ (131, 402, 294, 416)
commune-text: Verbandsgemeinde Bellheim: Ortsgemeinde Bellheim (874, 1311, 1159, 1325)
office-line: 67227 Frankenthal (162, 1153, 263, 1168)
commune-text: Verbandsgemeinde Dannstadt-Schauernheim: Ortsgemeinde Dannstadt-Schauernheim (874, 1512, 1201, 1542)
circle-bullet-icon: o (859, 1481, 867, 1495)
office-line: Ludwigstraße 20 (585, 25, 675, 39)
sub-measure: g. Zubeseilung und Betrieb eines 220-kV-Stromkreises im Abschnitt von Mast Nr. 1177 bis Mast Nr. 1 der 220-/380-kV-Höchstspannungsfreileitung Maximiliansau – Daxlanden (Bl. 4568); Länge: 0,3 km und (868, 864, 1258, 924)
measure-item: 1. Änderung und Betrieb der 220-/380-kV-Höchstspannungsfreileitung Bürstadt – BASF W 210 (Bl. 4542), Abschnitt Landesgrenze Hessen/Rheinland-Pfalz – Punkt (Pkt.) Roxheim (Anfangspunkt ist die Landesgrenze (Rhein) auf Flurstück Nr. 85, Flur 31, Gemarkung Worms; Endpunkt ist der geplante Mast Nr. 1022 auf Flurstück 1062, Gemarkung Mörsch; Länge des Abschnitts: 4,8 km); folgende Maßnahmen sind hier geplant: a. Spannungsumstellung eines 220-kV-Stromkreises auf den Traversen I und II auf 380-kV-Betrieb, b. Umbeseilung der beiden Stromkreise auf den Traversen I und II auf 380-kV-Hochtemperaturleiterseile, c. Umstellung auf Hochtemperaturbetrieb (max. Betriebstemperatur 150° C) für beide dann mit einer Nennspannung von 380 kV betriebenen Stromkreise auf den Traversen I und II, d. Umbeseilung eines 220-kV-Stromkreises auf Traverse III von 2er-Bündelleitern auf 4er-Bündelleiter im Abschnitt von Mast Nr. 12 bis Mast Nr. 21A (Länge 3,5 km), e. Neubau der Masten Nr. 21A (Flurstück Nr. 1025, Gemarkung Worms) und Nr. 1022 (Flurstück Nr. 1062, Gemarkung Mörsch) und f. Demontage des Mastes Nr. 22 als notwendige Folgemaßnahme. (426, 1607, 834, 1921)
commune-item (851, 1233, 1258, 1248)
legal-paragraph: Das Planfeststellungsverfahren wird aufgrund folgender Rechtsvorschriften durchgeführt: §§ 43 Abs. 1 Satz 1 Nr. 1 sowie Abs. 4 und 5 EnWG in Verbindung mit den §§ 43a ff. des Gesetzes über die Elektrizitäts- und Gasversorgung (Energiewirtschaftsgesetz – EnWG) vom 07.07.2005 (BGBl. I S. 1970, 3621), zuletzt geändert durch Artikel 2 des Gesetzes vom 03.12.2020 (BGBl. I S. 2682), in Verbindung mit § 1 Abs. 1 und § 4 Landesverwaltungsverfahrensgesetz Rheinland-Pfalz (LVwVfG) vom 23.12.1976 (GVBl. S. 308), zuletzt geändert durch § 48 des Gesetzes vom 22.12.2015 (GVBl. S. 487), in Verbindung mit den §§ 72 bis 77 des Verwaltungsverfahrensgesetzes (VwVfG) in der Fassung vom 23.01.2003 (BGBl. I S. 102), zuletzt geändert durch Artikel 5 Abs. 25 des Gesetzes vom 21.06.2019 (BGBl. I S. 846), in Verbindung mit §§ 1 bis 6 des Gesetzes zur Sicherstellung ordnungsgemäßer Planungs- und Genehmigungsverfahren während der COVID-19-Pandemie (Planungssicherstellungsgesetz [PlanSiG]) vom 20.05.2020 (BGBl. I S. 1041). (1275, 1720, 1632, 1981)
hearing-heading: Erörterungstermin / Online-Konsultation: (851, 1624, 1086, 1638)
office-line: Öffnungszeiten: Mo., Mi. und Fr. 8:30 bis 12:00 Uhr, Di. 8:30 Uhr bis 12:00 Uhr und 14:00 Uhr bis 16:00 Uhr, Do. 8:30 Uhr bis 12:00 Uhr und 14:00 Uhr bis 18:00 Uhr (22, 1961, 403, 2007)
uvp-heading: Umweltverträglichkeitsprüfung: (1275, 580, 1457, 594)
sub-measures-list (868, 342, 1258, 452)
sub-measure-text: Umstellung auf Hochtemperaturbetrieb (max. Betriebstemperatur 150° C) für beide dann mit einer Nennspannung von 380 kV betriebenen Stromkreise auf den Traversen I und II. (886, 183, 1258, 228)
commune-sub-item (851, 1264, 1258, 1279)
office-name: Verbandsgemeindeverwaltung Lingenfeld (510, 285, 750, 299)
office-phone: Eine vorherige telefonische Anmeldung unter 06234 / 946-441 ist erforderlich. (39, 1087, 386, 1116)
sub-measure-text: Spannungsumstellung eines 220-kV-Stromkreises auf den Traversen I und II auf 380-kV-Betrieb, (462, 1717, 834, 1746)
office-line: 76767 Hagenbach (580, 40, 680, 54)
office-phone: Eine vorherige telefonische Anmeldung unter 06233 / 89-101 ist erforderlich. (43, 1184, 383, 1214)
commune-text: Landkreis Bad-Dürkheim: (874, 1249, 1010, 1263)
sub-measure: a. Spannungsumstellung eines 220-kV-Stromkreises auf den Traversen I und II auf 380-kV-Betrieb, (868, 342, 1258, 371)
sub-measure: a. Spannungsumstellung eines 220-kV-Stromkreises auf den Traversen I und II auf 380-kV-Betrieb, (868, 120, 1258, 149)
